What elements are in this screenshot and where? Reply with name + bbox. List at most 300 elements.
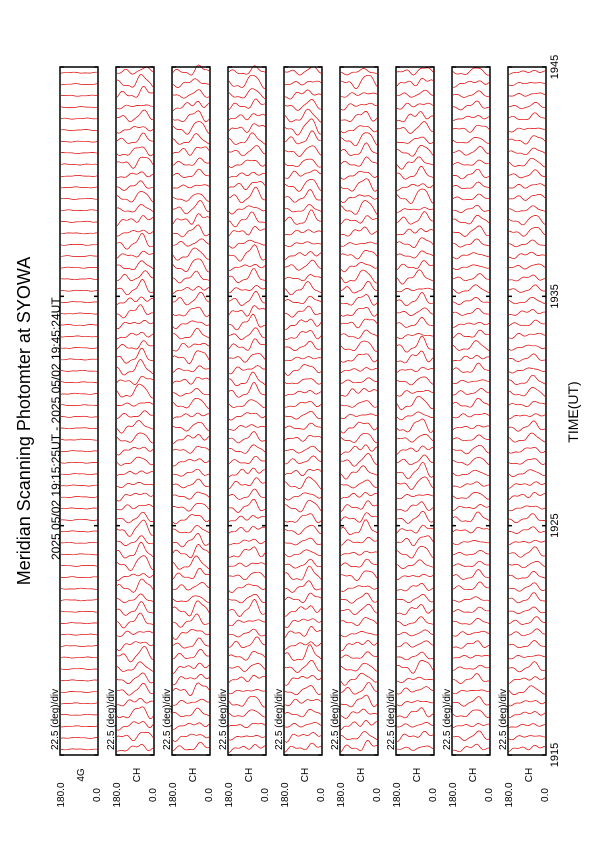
trace-line — [509, 252, 545, 259]
trace-line — [341, 618, 377, 626]
trace-line — [453, 297, 489, 304]
trace-line — [341, 126, 377, 133]
y-tick-label-bottom: 0.0 — [316, 788, 327, 802]
trace-line — [173, 708, 209, 717]
trace-line — [453, 482, 489, 488]
trace-line — [117, 574, 153, 581]
trace-line — [397, 560, 433, 569]
trace-group — [509, 70, 545, 751]
trace-line — [453, 341, 489, 351]
channel-label: CH — [468, 767, 479, 783]
trace-line — [453, 265, 489, 270]
trace-line — [61, 382, 97, 383]
trace-line — [61, 256, 97, 257]
trace-line — [173, 503, 209, 511]
trace-line — [341, 227, 377, 236]
trace-line — [509, 128, 545, 132]
trace-line — [229, 372, 265, 386]
trace-line — [285, 391, 321, 396]
trace-line — [397, 229, 433, 236]
y-tick-label-bottom: 0.0 — [372, 788, 383, 802]
trace-line — [397, 477, 433, 490]
trace-line — [285, 675, 321, 685]
trace-line — [453, 125, 489, 132]
panel-5 — [274, 67, 327, 808]
scale-label: 22.5 (deg)/div — [330, 688, 341, 750]
trace-line — [117, 279, 153, 295]
trace-line — [453, 194, 489, 200]
trace-line — [61, 531, 97, 532]
trace-line — [61, 336, 97, 337]
trace-line — [117, 233, 153, 249]
trace-line — [397, 584, 433, 591]
trace-line — [509, 547, 545, 558]
trace-line — [173, 366, 209, 373]
trace-line — [285, 99, 321, 110]
trace-line — [397, 641, 433, 647]
trace-line — [285, 179, 321, 191]
trace-line — [61, 726, 97, 727]
trace-line — [285, 296, 321, 304]
trace-line — [117, 230, 153, 236]
trace-line — [61, 714, 97, 715]
trace-line — [61, 520, 97, 521]
channel-label: CH — [356, 767, 367, 783]
trace-line — [341, 250, 377, 259]
trace-line — [229, 489, 265, 499]
trace-line — [509, 148, 545, 155]
trace-line — [341, 493, 377, 500]
trace-line — [509, 414, 545, 419]
trace-line — [117, 261, 153, 270]
trace-line — [173, 398, 209, 408]
trace-line — [509, 401, 545, 407]
y-tick-label-top: 180.0 — [504, 782, 515, 808]
trace-line — [453, 582, 489, 590]
trace-line — [229, 265, 265, 271]
trace-line — [229, 339, 265, 351]
trace-line — [285, 743, 321, 752]
scale-label: 22.5 (deg)/div — [218, 688, 229, 750]
trace-line — [285, 341, 321, 351]
trace-line — [173, 583, 209, 591]
trace-line — [453, 512, 489, 522]
trace-line — [397, 434, 433, 442]
trace-line — [229, 735, 265, 740]
trace-line — [285, 469, 321, 475]
trace-line — [173, 422, 209, 431]
scale-label: 22.5 (deg)/div — [498, 688, 509, 750]
trace-line — [285, 722, 321, 727]
trace-line — [229, 499, 265, 512]
trace-group — [341, 68, 377, 752]
trace-line — [509, 514, 545, 523]
trace-line — [229, 182, 265, 190]
trace-line — [453, 91, 489, 98]
trace-line — [341, 652, 377, 659]
trace-line — [509, 629, 545, 636]
panel-9 — [498, 67, 551, 808]
trace-line — [229, 99, 265, 110]
trace-line — [61, 72, 97, 73]
trace-line — [173, 723, 209, 729]
trace-line — [453, 445, 489, 454]
panel-frame — [172, 67, 210, 755]
trace-line — [285, 423, 321, 429]
trace-line — [61, 405, 97, 406]
trace-line — [453, 380, 489, 384]
trace-line — [285, 275, 321, 281]
trace-line — [397, 731, 433, 741]
trace-line — [509, 375, 545, 385]
trace-line — [285, 493, 321, 500]
trace-line — [453, 631, 489, 636]
trace-line — [453, 744, 489, 752]
trace-line — [61, 324, 97, 325]
trace-line — [397, 687, 433, 694]
y-tick-label-bottom: 0.0 — [92, 788, 103, 802]
trace-line — [117, 192, 153, 203]
trace-line — [509, 712, 545, 718]
trace-line — [285, 606, 321, 617]
trace-line — [285, 525, 321, 534]
trace-line — [341, 294, 377, 305]
trace-line — [117, 505, 153, 510]
trace-line — [61, 737, 97, 738]
trace-line — [229, 620, 265, 626]
trace-line — [117, 482, 153, 487]
trace-line — [61, 118, 97, 119]
trace-line — [285, 146, 321, 157]
trace-line — [117, 457, 153, 465]
trace-line — [453, 285, 489, 293]
trace-line — [173, 200, 209, 214]
trace-line — [173, 515, 209, 524]
trace-line — [397, 78, 433, 86]
trace-line — [453, 561, 489, 566]
trace-line — [453, 101, 489, 110]
trace-line — [509, 194, 545, 200]
trace-line — [229, 675, 265, 682]
trace-line — [117, 732, 153, 741]
trace-line — [509, 333, 545, 338]
y-tick-label-bottom: 0.0 — [204, 788, 215, 802]
trace-line — [229, 146, 265, 156]
trace-line — [397, 238, 433, 248]
trace-line — [173, 158, 209, 166]
trace-line — [117, 147, 153, 156]
panel-frame — [452, 67, 490, 755]
trace-line — [453, 731, 489, 741]
trace-line — [509, 492, 545, 499]
trace-line — [117, 360, 153, 376]
trace-line — [341, 378, 377, 384]
trace-line — [285, 357, 321, 361]
trace-line — [61, 359, 97, 360]
trace-line — [397, 594, 433, 602]
trace-line — [453, 146, 489, 155]
trace-line — [285, 365, 321, 376]
trace-line — [453, 274, 489, 281]
trace-line — [453, 674, 489, 684]
trace-line — [285, 660, 321, 672]
trace-line — [117, 698, 153, 706]
trace-line — [173, 492, 209, 499]
trace-line — [229, 133, 265, 145]
trace-line — [341, 414, 377, 419]
trace-line — [397, 652, 433, 660]
trace-line — [229, 306, 265, 317]
scale-label: 22.5 (deg)/div — [162, 688, 173, 750]
trace-line — [397, 293, 433, 306]
trace-line — [509, 264, 545, 269]
trace-line — [341, 709, 377, 719]
trace-group — [285, 67, 321, 753]
trace-line — [61, 508, 97, 509]
trace-line — [173, 307, 209, 316]
trace-line — [453, 138, 489, 144]
trace-line — [117, 493, 153, 501]
trace-line — [173, 134, 209, 145]
trace-line — [229, 291, 265, 305]
trace-line — [285, 170, 321, 178]
trace-line — [397, 137, 433, 144]
trace-line — [285, 559, 321, 568]
trace-line — [229, 572, 265, 580]
trace-line — [341, 480, 377, 488]
trace-line — [341, 604, 377, 615]
trace-line — [229, 425, 265, 431]
panel-8 — [442, 67, 495, 808]
trace-line — [117, 613, 153, 628]
trace-line — [453, 182, 489, 189]
trace-line — [397, 746, 433, 751]
x-tick-label: 1935 — [549, 284, 561, 309]
channel-label: CH — [524, 767, 535, 783]
trace-line — [341, 501, 377, 512]
trace-line — [341, 720, 377, 730]
trace-line — [509, 433, 545, 442]
trace-line — [341, 586, 377, 592]
trace-line — [453, 226, 489, 237]
trace-line — [61, 554, 97, 555]
trace-line — [509, 482, 545, 489]
trace-line — [509, 459, 545, 465]
panel-3 — [162, 65, 215, 808]
trace-line — [509, 724, 545, 728]
y-tick-label-top: 180.0 — [224, 782, 235, 808]
trace-line — [173, 292, 209, 305]
trace-line — [285, 306, 321, 317]
trace-line — [61, 749, 97, 750]
trace-line — [117, 594, 153, 603]
y-tick-label-bottom: 0.0 — [260, 788, 271, 802]
trace-line — [397, 377, 433, 385]
trace-line — [173, 321, 209, 329]
channel-label: 4G — [76, 768, 87, 782]
trace-line — [341, 68, 377, 75]
trace-line — [117, 271, 153, 281]
trace-line — [117, 411, 153, 419]
panel-4 — [218, 66, 271, 808]
trace-line — [117, 662, 153, 672]
trace-line — [117, 536, 153, 546]
trace-line — [453, 724, 489, 728]
trace-line — [61, 588, 97, 589]
trace-line — [173, 194, 209, 202]
trace-line — [285, 642, 321, 650]
trace-line — [453, 398, 489, 407]
trace-line — [453, 215, 489, 224]
trace-line — [173, 122, 209, 135]
trace-line — [509, 240, 545, 247]
trace-line — [173, 248, 209, 260]
trace-line — [397, 495, 433, 499]
y-tick-label-top: 180.0 — [280, 782, 291, 808]
trace-line — [173, 214, 209, 225]
trace-line — [61, 302, 97, 303]
trace-line — [397, 112, 433, 122]
trace-line — [173, 169, 209, 177]
trace-line — [117, 384, 153, 398]
scale-label: 22.5 (deg)/div — [50, 688, 61, 750]
trace-line — [61, 130, 97, 131]
trace-line — [61, 164, 97, 165]
trace-line — [173, 239, 209, 246]
trace-line — [229, 690, 265, 694]
trace-line — [61, 577, 97, 578]
trace-line — [341, 319, 377, 328]
trace-line — [453, 308, 489, 315]
trace-line — [173, 446, 209, 453]
trace-line — [285, 190, 321, 203]
trace-line — [453, 607, 489, 612]
trace-line — [61, 451, 97, 452]
trace-line — [453, 81, 489, 88]
trace-line — [285, 210, 321, 224]
trace-line — [341, 513, 377, 523]
trace-line — [229, 226, 265, 236]
trace-line — [453, 239, 489, 247]
y-tick-label-top: 180.0 — [168, 782, 179, 808]
trace-line — [509, 607, 545, 614]
trace-line — [341, 389, 377, 397]
trace-line — [61, 680, 97, 681]
channel-label: CH — [188, 767, 199, 783]
trace-line — [509, 388, 545, 397]
trace-line — [61, 370, 97, 371]
trace-line — [509, 70, 545, 74]
trace-line — [173, 271, 209, 283]
trace-line — [285, 593, 321, 603]
trace-line — [173, 479, 209, 488]
trace-line — [341, 270, 377, 283]
trace-line — [61, 279, 97, 280]
trace-line — [229, 206, 265, 214]
trace-line — [453, 388, 489, 395]
trace-line — [453, 205, 489, 212]
trace-line — [285, 538, 321, 545]
trace-line — [61, 153, 97, 154]
trace-line — [397, 723, 433, 728]
trace-line — [285, 242, 321, 247]
trace-line — [117, 110, 153, 122]
panel-7 — [386, 67, 439, 808]
trace-line — [509, 527, 545, 534]
channel-label: CH — [244, 767, 255, 783]
trace-line — [61, 646, 97, 647]
trace-line — [285, 252, 321, 260]
trace-line — [173, 328, 209, 339]
trace-line — [61, 474, 97, 475]
trace-line — [397, 367, 433, 372]
trace-line — [117, 631, 153, 637]
y-tick-label-top: 180.0 — [448, 782, 459, 808]
trace-line — [117, 447, 153, 455]
trace-line — [285, 581, 321, 593]
trace-line — [229, 539, 265, 545]
trace-line — [285, 109, 321, 122]
trace-line — [61, 393, 97, 394]
trace-line — [397, 574, 433, 579]
trace-line — [61, 347, 97, 348]
trace-line — [285, 627, 321, 638]
trace-line — [453, 527, 489, 533]
trace-line — [453, 253, 489, 259]
trace-line — [397, 604, 433, 614]
trace-line — [453, 116, 489, 121]
trace-line — [229, 478, 265, 489]
trace-line — [397, 189, 433, 204]
channel-label: CH — [412, 767, 423, 783]
trace-line — [117, 402, 153, 406]
trace-line — [397, 122, 433, 134]
trace-line — [173, 742, 209, 751]
trace-line — [341, 422, 377, 433]
trace-line — [61, 657, 97, 658]
scale-label: 22.5 (deg)/div — [442, 688, 453, 750]
trace-line — [397, 103, 433, 109]
trace-line — [341, 466, 377, 479]
trace-line — [117, 297, 153, 305]
y-tick-label-bottom: 0.0 — [540, 788, 551, 802]
x-tick-label: 1915 — [549, 742, 561, 768]
trace-line — [173, 377, 209, 384]
trace-line — [397, 208, 433, 213]
y-tick-label-bottom: 0.0 — [484, 788, 495, 802]
trace-line — [341, 663, 377, 671]
trace-line — [509, 320, 545, 326]
trace-line — [341, 93, 377, 98]
y-tick-label-top: 180.0 — [336, 782, 347, 808]
trace-line — [341, 307, 377, 316]
trace-line — [397, 455, 433, 465]
y-tick-label-top: 180.0 — [392, 782, 403, 808]
trace-line — [173, 101, 209, 110]
trace-line — [173, 388, 209, 396]
trace-line — [117, 673, 153, 684]
trace-line — [61, 221, 97, 222]
trace-line — [453, 68, 489, 75]
trace-line — [397, 157, 433, 170]
trace-line — [173, 79, 209, 88]
trace-line — [229, 445, 265, 454]
trace-line — [397, 212, 433, 225]
trace-line — [509, 368, 545, 373]
trace-line — [117, 556, 153, 571]
trace-line — [229, 114, 265, 120]
trace-line — [397, 288, 433, 292]
